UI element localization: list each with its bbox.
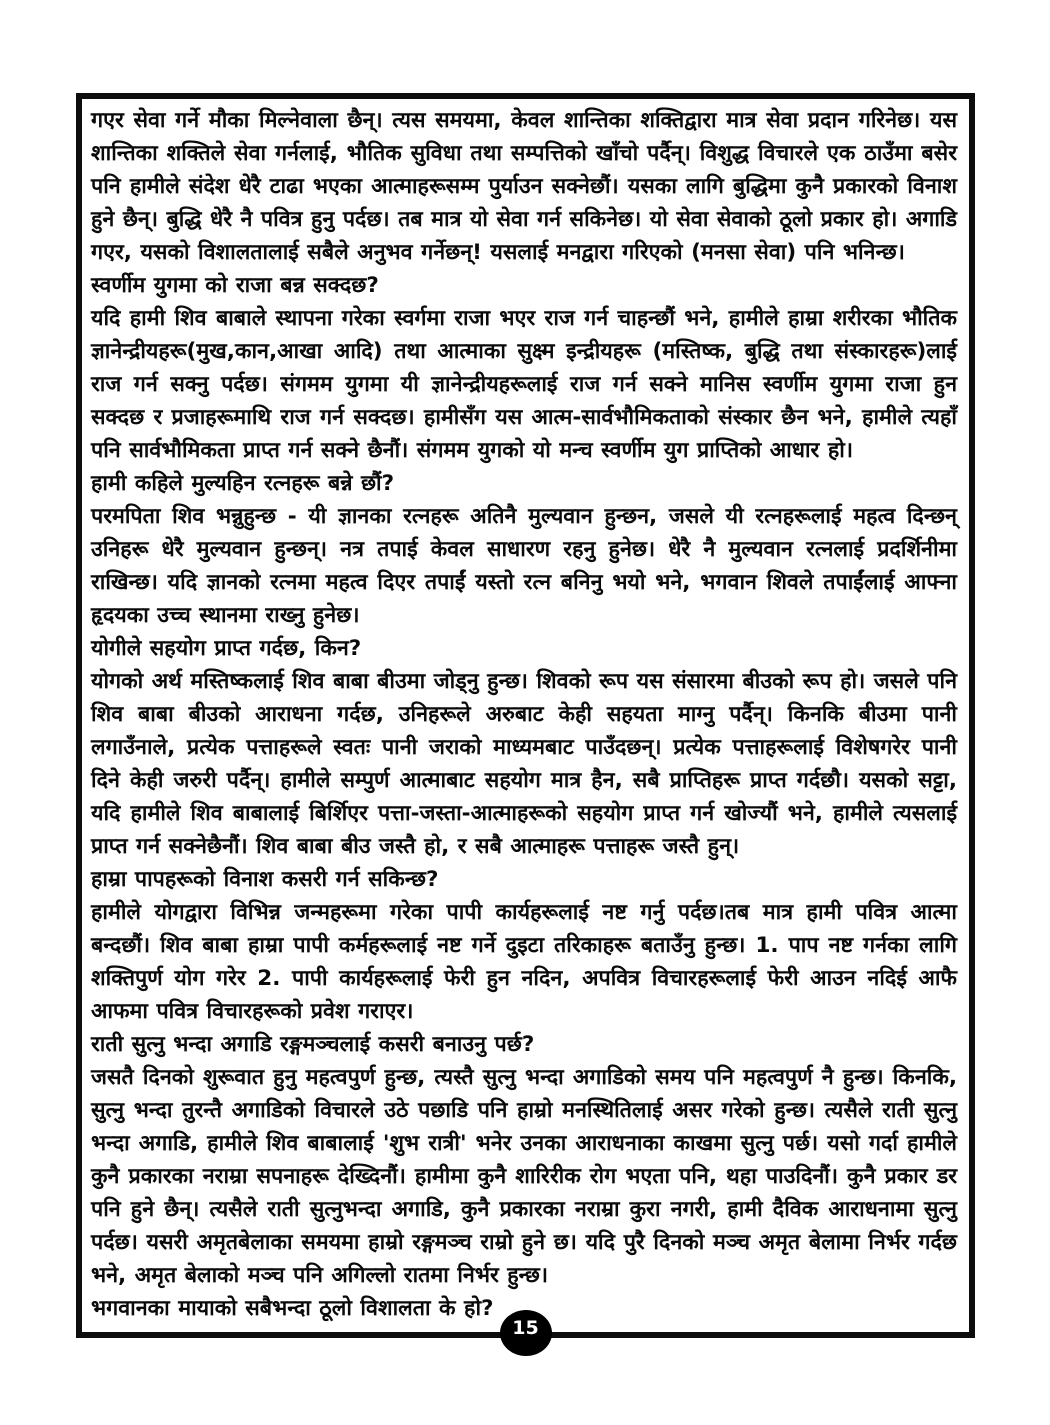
page-number-badge bbox=[500, 1310, 552, 1356]
body-paragraph-1: गएर सेवा गर्ने मौका मिल्नेवाला छैन्। त्यस समयमा, केवल शान्तिका शक्तिद्वारा मात्र सेवा प्रदान गरिनेछ। यस शान्तिका शक्तिले सेवा गर्नलाई, भौतिक सुविधा तथा सम्पत्तिको खाँचो पर्दैन्। विशुद्ध विचारले एक ठाउँमा बसेर पनि हामीले संदेश धेरै टाढा भएका आत्माहरूसम्म पुर्याउन सक्नेछौं। यसका लागि बुद्धिमा कुनै प्रकारको विनाश हुने छैन्। बुद्धि धेरै नै पवित्र हुनु पर्दछ। तब मात्र यो सेवा गर्न सकिनेछ। यो सेवा सेवाको ठूलो प्रकार हो। अगाडि गएर, यसको विशालतालाई सबैले अनुभव गर्नेछन्! यसलाई मनद्वारा गरिएको (मनसा सेवा) पनि भनिन्छ। bbox=[91, 108, 957, 265]
question-heading-5: राती सुत्नु भन्दा अगाडि रङ्गमञ्चलाई कसरी बनाउनु पर्छ? bbox=[91, 1032, 535, 1057]
body-paragraph-4: योगको अर्थ मस्तिष्कलाई शिव बाबा बीउमा जोड्नु हुन्छ। शिवको रूप यस संसारमा बीउको रूप हो। जसले पनि शिव बाबा बीउको आराधना गर्दछ, उनिहरूले अरुबाट केही सहयता माग्नु पर्दैन्। किनकि बीउमा पानी लगाउँनाले, प्रत्येक पत्ताहरूले स्वतः पानी जराको माध्यमबाट पाउँदछन्। प्रत्येक पत्ताहरूलाई विशेषगरेर पानी दिने केही जरुरी पर्दैन्। हामीले सम्पुर्ण आत्माबाट सहयोग मात्र हैन, सबै प्राप्तिहरू प्राप्त गर्दछौ। यसको सट्टा, यदि हामीले शिव बाबालाई बिर्शिएर पत्ता-जस्ता-आत्माहरूको सहयोग प्राप्त गर्न खोज्यौं भने, हामीले त्यसलाई प्राप्त गर्न सक्नेछैनौं। शिव बाबा बीउ जस्तै हो, र सबै आत्माहरू पत्ताहरू जस्तै हुन्। bbox=[91, 669, 957, 859]
question-heading-3: योगीले सहयोग प्राप्त गर्दछ, किन? bbox=[91, 636, 362, 661]
text-area bbox=[82, 99, 969, 1332]
body-paragraph-5: हामीले योगद्वारा विभिन्न जन्महरूमा गरेका पापी कार्यहरूलाई नष्ट गर्नु पर्दछ।तब मात्र हामी पवित्र आत्मा बन्दछौं। शिव बाबा हाम्रा पापी कर्महरूलाई नष्ट गर्ने दुइटा तरिकाहरू बताउँनु हुन्छ। 1. पाप नष्ट गर्नका लागि शक्तिपुर्ण योग गरेर 2. पापी कार्यहरूलाई फेरी हुन नदिन, अपवित्र विचारहरूलाई फेरी आउन नदिई आफै आफमा पवित्र विचारहरूको प्रवेश गराएर। bbox=[91, 900, 957, 1024]
content-frame bbox=[76, 93, 975, 1338]
question-heading-2: हामी कहिले मुल्यहिन रत्नहरू बन्ने छौं? bbox=[91, 471, 395, 496]
question-heading-6: भगवानका मायाको सबैभन्दा ठूलो विशालता के हो? bbox=[91, 1296, 494, 1321]
body-paragraph-3: परमपिता शिव भन्नुहुन्छ - यी ज्ञानका रत्नहरू अतिनै मुल्यवान हुन्छन, जसले यी रत्नहरूलाई महत्व दिन्छन् उनिहरू धेरै मुल्यवान हुन्छन्। नत्र तपाई केवल साधारण रहनु हुनेछ। धेरै नै मुल्यवान रत्नलाई प्रदर्शिनीमा राखिन्छ। यदि ज्ञानको रत्नमा महत्व दिएर तपाईं यस्तो रत्न बनिनु भयो भने, भगवान शिवले तपाईंलाई आफ्ना हृदयका उच्च स्थानमा राख्नु हुनेछ। bbox=[91, 504, 957, 628]
question-heading-1: स्वर्णीम युगमा को राजा बन्न सक्दछ? bbox=[91, 273, 379, 298]
page-number: 15 bbox=[512, 1317, 539, 1339]
body-paragraph-6: जसतै दिनको शुरूवात हुनु महत्वपुर्ण हुन्छ, त्यस्तै सुत्नु भन्दा अगाडिको समय पनि महत्वपुर्ण नै हुन्छ। किनकि, सुत्नु भन्दा तुरन्तै अगाडिको विचारले उठे पछाडि पनि हाम्रो मनस्थितिलाई असर गरेको हुन्छ। त्यसैले राती सुत्नु भन्दा अगाडि, हामीले शिव बाबालाई 'शुभ रात्री' भनेर उनका आराधनाका काखमा सुत्नु पर्छ। यसो गर्दा हामीले कुनै प्रकारका नराम्रा सपनाहरू देख्दिनौं। हामीमा कुनै शारिरीक रोग भएता पनि, थहा पाउदिनौं। कुनै प्रकार डर पनि हुने छैन्। त्यसैले राती सुत्नुभन्दा अगाडि, कुनै प्रकारका नराम्रा कुरा नगरी, हामी दैविक आराधनामा सुत्नु पर्दछ। यसरी अमृतबेलाका समयमा हाम्रो रङ्गमञ्च राम्रो हुने छ। यदि पुरै दिनको मञ्च अमृत बेलामा निर्भर गर्दछ भने, अमृत बेलाको मञ्च पनि अगिल्लो रातमा निर्भर हुन्छ। bbox=[91, 1065, 957, 1288]
question-heading-4: हाम्रा पापहरूको विनाश कसरी गर्न सकिन्छ? bbox=[91, 867, 439, 892]
body-paragraph-2: यदि हामी शिव बाबाले स्थापना गरेका स्वर्गमा राजा भएर राज गर्न चाहन्छौं भने, हामीले हाम्रा शरीरका भौतिक ज्ञानेन्द्रीयहरू(मुख,कान,आखा आदि) तथा आत्माका सुक्ष्म इन्द्रीयहरू (मस्तिष्क, बुद्धि तथा संस्कारहरू)लाई राज गर्न सक्नु पर्दछ। संगमम युगमा यी ज्ञानेन्द्रीयहरूलाई राज गर्न सक्ने मानिस स्वर्णीम युगमा राजा हुन सक्दछ र प्रजाहरूमाथि राज गर्न सक्दछ। हामीसँग यस आत्म-सार्वभौमिकताको संस्कार छैन भने, हामीले त्यहाँ पनि सार्वभौमिकता प्राप्त गर्न सक्ने छैनौं। संगमम युगको यो मन्च स्वर्णीम युग प्राप्तिको आधार हो। bbox=[91, 306, 957, 463]
